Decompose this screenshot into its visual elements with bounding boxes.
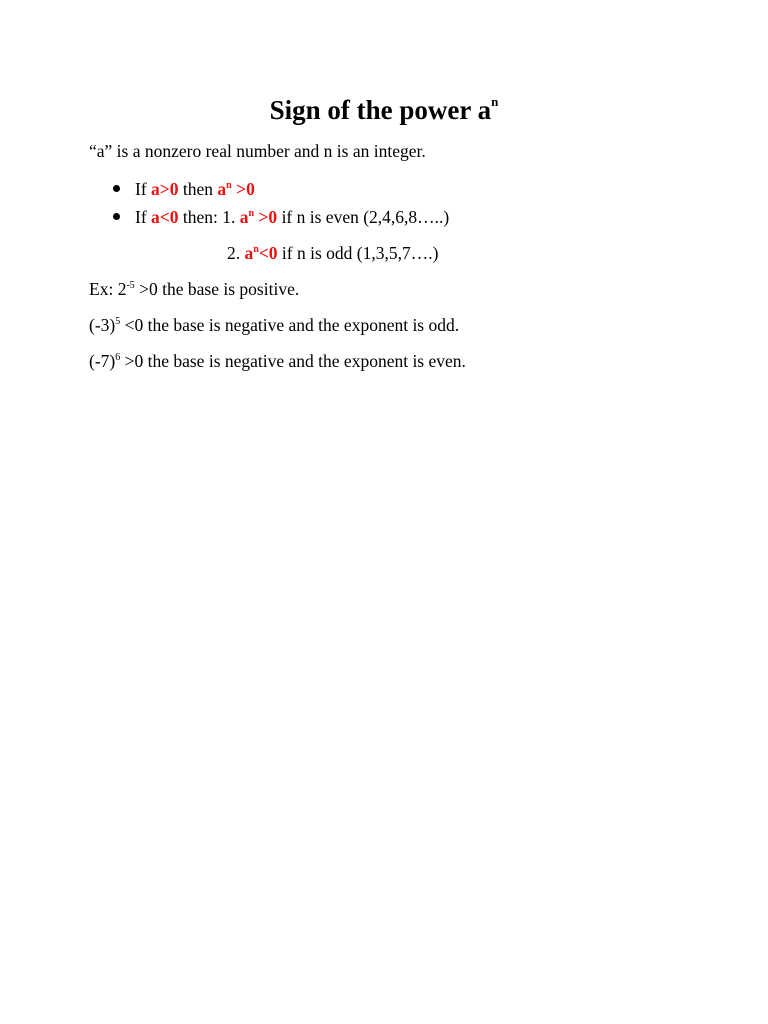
title-text: Sign of the power a	[269, 95, 492, 125]
example-2-exponent: 5	[115, 316, 121, 327]
example-line-1	[89, 278, 299, 300]
example-1-text: >0 the base is positive.	[134, 279, 300, 299]
bullet-1-base: a	[217, 179, 227, 199]
sub-item-prefix: 2.	[227, 243, 245, 263]
bullet-2-result: >0	[254, 207, 278, 227]
bullet-dot-2	[113, 213, 120, 220]
bullet-item-1	[135, 178, 255, 200]
bullet-1-middle: then	[178, 179, 218, 199]
bullet-1-condition: a>0	[151, 179, 179, 199]
example-3-exponent: 6	[115, 352, 121, 363]
bullet-2-suffix: if n is even (2,4,6,8…..)	[277, 207, 450, 227]
example-3-base: (-7)	[89, 351, 116, 371]
sub-item-result: <0	[258, 243, 278, 263]
example-2-text: <0 the base is negative and the exponent is odd.	[120, 315, 460, 335]
sub-item-2	[227, 242, 438, 264]
bullet-2-prefix: If	[135, 207, 152, 227]
bullet-1-exponent: n	[226, 180, 232, 191]
example-1-exponent: -5	[126, 280, 135, 291]
bullet-2-base: a	[239, 207, 249, 227]
example-2-base: (-3)	[89, 315, 116, 335]
example-1-base: 2	[117, 279, 127, 299]
example-line-3	[89, 350, 466, 372]
bullet-2-middle: then: 1.	[178, 207, 240, 227]
bullet-2-exponent: n	[248, 208, 255, 219]
example-line-2	[89, 314, 459, 336]
page-title	[0, 92, 768, 128]
bullet-2-condition: a<0	[151, 207, 179, 227]
bullet-1-result: >0	[231, 179, 255, 199]
example-1-lead: Ex:	[89, 279, 118, 299]
intro-line: “a” is a nonzero real number and n is an integer.	[89, 141, 426, 161]
bullet-1-prefix: If	[135, 179, 152, 199]
example-3-text: >0 the base is negative and the exponent is even.	[120, 351, 466, 371]
sub-item-base: a	[244, 243, 254, 263]
title-superscript: n	[491, 94, 499, 109]
bullet-item-2	[135, 206, 449, 228]
sub-item-suffix: if n is odd (1,3,5,7….)	[277, 243, 439, 263]
sub-item-exponent: n	[253, 244, 259, 255]
bullet-dot-1	[113, 185, 120, 192]
